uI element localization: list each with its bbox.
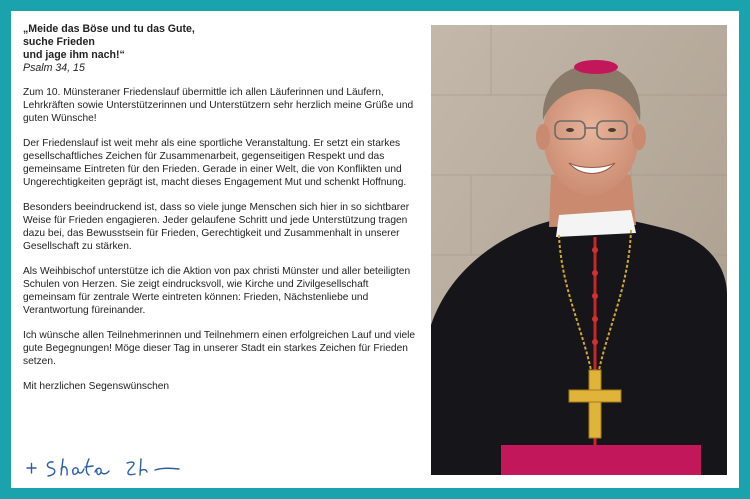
- portrait-photo: [431, 25, 727, 475]
- paragraph-young-people: Besonders beeindruckend ist, dass so viele junge Menschen sich hier in so sichtbarer Weise für Frieden engagieren. Jeder gelaufene Schritt und jede Unterstützung tragen dazu bei, das Bewusstsein für Frieden, Gerechtigkeit und Zusammenhalt in unserer Gesellschaft zu stärken.: [23, 202, 410, 252]
- zucchetto: [574, 60, 618, 74]
- greeting-letter: [23, 23, 418, 394]
- closing-line: Mit herzlichen Segenswünschen: [23, 381, 170, 393]
- bishop-portrait: [431, 25, 727, 475]
- quote-line: suche Frieden: [23, 36, 95, 48]
- bible-quote: [23, 23, 418, 62]
- paragraph-significance: Der Friedenslauf ist weit mehr als eine sportliche Veranstaltung. Er setzt ein starkes gesellschaftliches Zeichen für Zusammenarbeit, gegenseitigen Respekt und das gemeinsame Eintreten für den Frieden. Gerade in einer Welt, die von Konflikten und Ungerechtigkeiten geprägt ist, macht dieses Engagement Mut und schenkt Hoffnung.: [23, 138, 407, 188]
- signature: [23, 455, 183, 483]
- paragraph-support: Als Weihbischof unterstütze ich die Aktion von pax christi Münster und aller beteiligten Schulen von Herzen. Sie zeigt eindrucksvoll, wie Kirche und Zivilgesellschaft gemeinsam für zentrale Werte eintreten können: Frieden, Nächstenliebe und Verantwortung füreinander.: [23, 266, 411, 316]
- quote-line: „Meide das Böse und tu das Gute,: [23, 23, 195, 35]
- quote-source: Psalm 34, 15: [23, 62, 85, 74]
- paragraph-wishes: Ich wünsche allen Teilnehmerinnen und Teilnehmern einen erfolgreichen Lauf und viele gute Begegnungen! Möge dieser Tag in unserer Stadt ein starkes Zeichen für Frieden setzen.: [23, 330, 416, 367]
- quote-line: und jage ihm nach!“: [23, 49, 125, 61]
- sash: [501, 445, 701, 475]
- paragraph-welcome: Zum 10. Münsteraner Friedenslauf übermittle ich allen Läuferinnen und Läufern, Lehrkräften sowie Unterstützerinnen und Unterstützern sehr herzlich meine Grüße und guten Wünsche!: [23, 87, 414, 124]
